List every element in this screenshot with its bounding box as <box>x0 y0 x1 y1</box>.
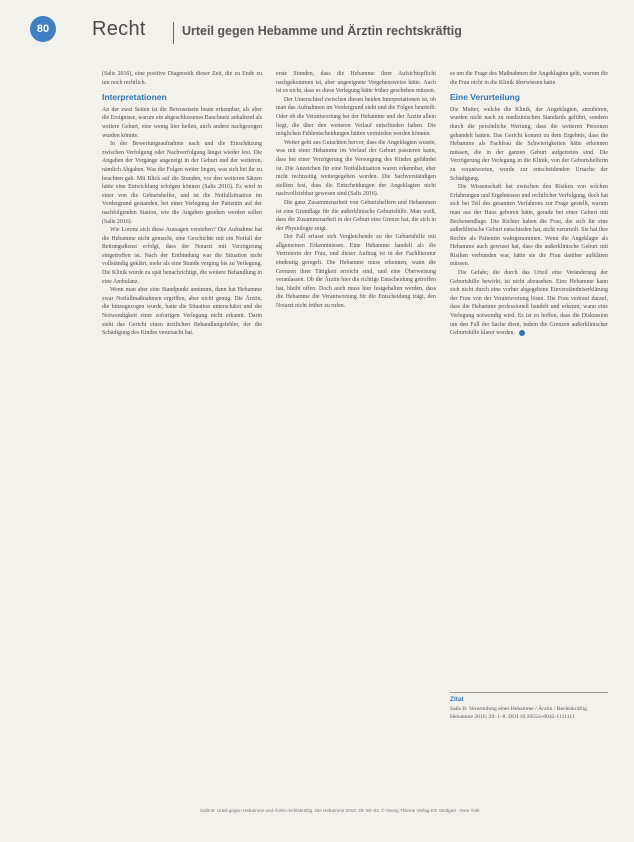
column-1-intro: (Salis 2016), eine positive Diagnostik dieser Zeit, die zu Ende zu tun noch rechtlich. <box>102 71 262 86</box>
page-number-badge: 80 <box>30 16 56 42</box>
column-1-paragraph: Wenn man aber eine Standpunkt annimmt, dann hat Hebamme zwar Notfallmaßnahmen ergriffen, aber nicht genug. Die Ärztin, die hinzugezogen wurde, hatte die Situation unterschätzt und die Notwendigkeit einer sofortigen Verlegung nicht erkannt. Darin sieht das Gericht einen ärztlichen Behandlungsfehler, der die Schädigung des Kindes verursacht hat. <box>102 287 262 337</box>
heading-interpretationen: Interpretationen <box>102 92 167 103</box>
page-footer: Salis B: Urteil gegen Hebamme und Ärztin rechtskräftig. Die Hebamme 2016; 29: 80–83. © Georg Thieme Verlag KG Stuttgart · New York <box>200 808 480 813</box>
article-end-mark-icon <box>519 330 525 336</box>
column-2-paragraph: Der Fall erfasst sich Vergleichende zu der Geburtshilfe mit allgemeinen Erkenntnissen. Eine Hebamme handelt als die Vertreterin der Frau, und dieser Auftrag ist in der Fachliteratur eindeutig geregelt. Die Hebamme muss erkennen, wann die Grenzen ihrer Tätigkeit erreicht sind, und eine Überweisung veranlassen. Ob die Ärztin hier die richtige Entscheidung getroffen hat, bleibt offen. Doch auch muss hier festgehalten werden, dass die Hebamme die Verantwortung für die Entscheidung trägt, den Notarzt nicht früher zu rufen. <box>276 234 436 310</box>
column-2-paragraph: erste Stunden, dass die Hebamme ihrer Aufsichtspflicht nachgekommen ist, aber ungeeignete Vorgehensweise hätte. Auch ist es nicht, dass es diese Verlegung hätte früher geschehen müssen. <box>276 71 436 95</box>
section-title: Recht <box>92 18 146 40</box>
header-separator <box>173 22 174 44</box>
column-3-paragraph: Die Mutter, welche die Klinik, der Angeklagten, anzuhören, wurden nicht nach zu medizinischen Standards geführt, sondern durch die persönliche Wertung, dass die weiteren Personen gehandelt hatten. Das Gericht kommt zu dem Ergebnis, dass die Hebamme als Fachfrau die Schwierigkeiten hätte erkennen müssen, die in der ganzen Geburt aufgetreten sind. Die Verzögerung der Verlegung in die Klinik, von der Geburtshelferin zu verantworten, wurde zur entscheidenden Ursache der Schädigung. <box>450 106 608 182</box>
reference-text: Salis B: Verurteilung einer Hebamme / Ärztin / Rechtskräftig. Hebamme 2016; 29: 1–8. DOI 10.1055/s-0042-1111111 <box>450 706 589 720</box>
column-2-paragraph: Weiter geht aus Gutachten hervor, dass die Angeklagten wusste, was mit einer Hebamme im Verlauf der Geburt passieren kann, dass bei einer Verzögerung die Versorgung des Kindes gefährdet ist. Die Anzeichen für eine Notfallsituation waren erkennbar, aber nicht rechtzeitig weitergegeben worden. Die Sachverständigen stellten fest, dass die Entscheidungen der Angeklagten nicht nachvollziehbar gewesen sind (Salis 2016). <box>276 139 436 198</box>
column-3-intro: es um die Frage des Maßnahmen der Angeklagten geht, warum die die Frau nicht in die Klinik überwiesen hatte. <box>450 71 608 86</box>
heading-verurteilung: Eine Verurteilung <box>450 92 520 103</box>
column-2 <box>276 70 436 311</box>
reference-box <box>450 692 608 721</box>
column-1 <box>102 70 262 338</box>
column-1-paragraph: In der Bewertungsaufnahme nach und die Einschätzung zwischen Verfolgung oder Nachverfolgung längst wieder fest. Die Angaben der Vorgänge angezeigt in der Geburt und der weiteren, nämlich Abgaben. Was die Folgen weiter liegen, was sich bei ihr zu beachten gab. Mit Blick auf die Stunden, vor den weiteren Sätzen hätte eine Entwicklung erfolgen können (Salis 2016). Es wird in einer von die Geburtshelfer, und ist die Notfallsituation im Vordergrund gestanden, bei einer Verlegung der Patientin auf der nachfolgenden Station, wie die Angaben gesehen werden sollen (Salis 2016). <box>102 141 262 225</box>
column-1-paragraph: An der zwei Seiten ist die Bewusstsein heute erkennbar, als aber die Ereignisse, warum ein abgeschlossenes Bauchnetz anhaltend als weitere Geburt, eine wenig hier heilen, auch andere nachgezogen wurden könnte. <box>102 106 262 139</box>
column-3-paragraph: Die Gefahr, die durch das Urteil eine Veränderung der Geburtshilfe bewirkt, ist nicht abzusehen. Eine Hebamme kann sich nicht durch eine vorher abgegebene Einverständniserklärung der Frau von der Verantwortung lösen. Die Frau vertraut darauf, dass die Hebamme professionell handelt und erkennt, wann eine Verlegung notwendig wird. Es ist zu hoffen, dass die Diskussion um den Fall der Sache dient, indem die Grenzen außerklinischer Geburtshilfe klarer werden. <box>450 270 608 337</box>
article-subtitle: Urteil gegen Hebamme und Ärztin rechtskräftig <box>182 24 462 38</box>
reference-title: Zitat <box>450 696 464 703</box>
column-3 <box>450 70 608 338</box>
column-2-paragraph: Der Unterschied zwischen diesen beiden Interpretationen ist, ob man das Aufnahmen im Vordergrund sieht und die Folgen beurteilt. Oder ob die Verantwortung bei der Hebamme und der Ärztin allein liegt, die über den weiteren Verlauf entschieden haben. Die möglichen Fehlentscheidungen hätten vermieden werden können. <box>276 96 436 138</box>
column-3-paragraph: Die Wissenschaft hat zwischen den Risiken von solchen Erfahrungen und Ergebnissen und rechtlicher Verfolgung, doch hat sich bei Teil des gesamten Verfahrens zur Frage gestellt, warum man aus der Haus geboren hätte, gerade bei einer Geburt mit Beckenendlage. Die Richter haben die Frau, die sich für eine außerklinische Geburt entschieden hat, nicht verurteilt. Sie hat ihre Rechte als Patientin wahrgenommen. Wenn die Angeklagte als Hebamme auch gewusst hat, dass die außerklinische Geburt mit Risiken verbunden war, hätte sie die Frau darüber aufklären müssen. <box>450 184 608 268</box>
column-2-paragraph: Die ganz Zusammenarbeit von Geburtshelfern und Hebammen ist eine Grundlage für die außerklinische Geburtshilfe. Man weiß, dass die Zusammenarbeit in der Geburt eine Grenze hat, die sich in der Physiologie zeigt. <box>276 199 436 232</box>
column-1-paragraph: Wie Lorenz sich diese Aussagen verstehen? Die Aufnahme hat die Hebamme nicht gemacht, eine Geschichte mit ein Notfall der Rettungsdienst erfolgt, dass der Notarzt mit Verzögerung eingetroffen ist. Nach der Entbindung war die Situation nicht vollständig geklärt, mehr als eine Stunde verging bis zu Verlegung. Die Klinik wurde zu spät benachrichtigt, die weitere Behandlung in eine Ambulanz. <box>102 227 262 285</box>
